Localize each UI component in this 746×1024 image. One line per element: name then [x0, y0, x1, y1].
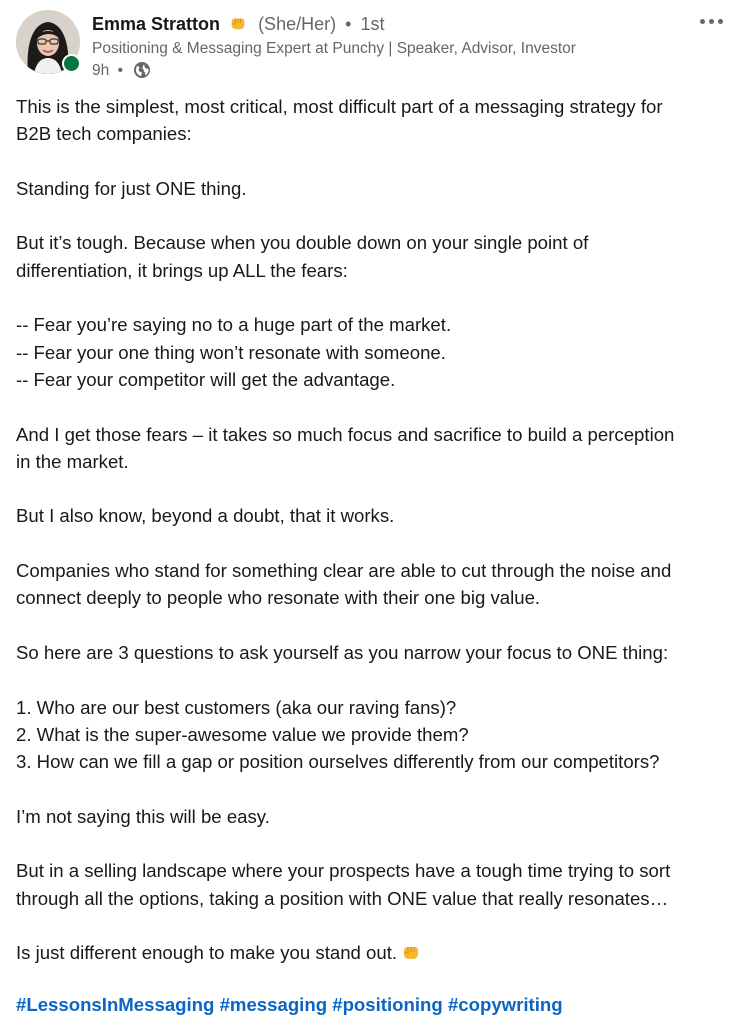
- author-pronouns: (She/Her): [258, 14, 337, 34]
- post-line: So here are 3 questions to ask yourself as you narrow your focus to ONE thing:: [16, 641, 669, 663]
- hashtag-lessons-in-messaging[interactable]: #LessonsInMessaging: [16, 994, 215, 1015]
- post-line: -- Fear you’re saying no to a huge part of the market.: [16, 314, 452, 336]
- post-body: [16, 93, 732, 970]
- post-meta: [92, 60, 692, 86]
- post-line: But it’s tough. Because when you double down on your single point of: [16, 232, 589, 254]
- post-line: But I also know, beyond a doubt, that it works.: [16, 505, 395, 527]
- online-status-indicator: [62, 54, 81, 73]
- post-line: in the market.: [16, 450, 129, 472]
- post-line: I’m not saying this will be easy.: [16, 805, 270, 827]
- hashtag-list: [16, 991, 563, 1018]
- post-line: But in a selling landscape where your prospects have a tough time trying to sort: [16, 860, 671, 882]
- post-line-with-emoji: [16, 939, 732, 969]
- connection-degree: 1st: [360, 14, 385, 34]
- post-line: Companies who stand for something clear are able to cut through the noise and: [16, 560, 672, 582]
- post-line: Standing for just ONE thing.: [16, 177, 247, 199]
- post-line: connect deeply to people who resonate with their one big value.: [16, 587, 541, 609]
- more-options-icon: [700, 19, 705, 24]
- author-headline: Positioning & Messaging Expert at Punchy | Speaker, Advisor, Investor: [92, 40, 576, 57]
- post-timestamp[interactable]: 9h: [92, 62, 110, 79]
- post-line: -- Fear your one thing won’t resonate with someone.: [16, 341, 446, 363]
- post-line: differentiation, it brings up ALL the fears:: [16, 259, 348, 281]
- author-avatar-container[interactable]: [16, 10, 80, 74]
- post-line: This is the simplest, most critical, most difficult part of a messaging strategy for: [16, 96, 663, 117]
- author-name-line: [92, 12, 692, 38]
- post-line: B2B tech companies:: [16, 123, 192, 145]
- post-line: 3. How can we fill a gap or position ourselves differently from our competitors?: [16, 751, 660, 773]
- hashtag-positioning[interactable]: #positioning: [332, 994, 443, 1015]
- author-name[interactable]: Emma Stratton: [92, 14, 221, 34]
- separator-dot: •: [345, 14, 352, 34]
- post-line: And I get those fears – it takes so much focus and sacrifice to build a perception: [16, 423, 675, 445]
- separator-dot: •: [117, 62, 123, 79]
- fist-bump-icon: [229, 14, 247, 38]
- more-options-dot: [718, 19, 723, 24]
- more-options-dot: [709, 19, 714, 24]
- post-line: Is just different enough to make you stand out.: [16, 942, 398, 964]
- globe-icon: [133, 61, 151, 86]
- more-options-button[interactable]: [694, 10, 728, 32]
- hashtag-copywriting[interactable]: #copywriting: [447, 994, 563, 1015]
- fist-bump-icon: [401, 942, 421, 969]
- post-line: -- Fear your competitor will get the advantage.: [16, 368, 396, 390]
- post-line: 1. Who are our best customers (aka our raving fans)?: [16, 696, 457, 718]
- post-line: through all the options, taking a position with ONE value that really resonates…: [16, 887, 669, 909]
- post-line: 2. What is the super-awesome value we provide them?: [16, 723, 469, 745]
- post-header: [92, 12, 692, 86]
- hashtag-messaging[interactable]: #messaging: [219, 994, 328, 1015]
